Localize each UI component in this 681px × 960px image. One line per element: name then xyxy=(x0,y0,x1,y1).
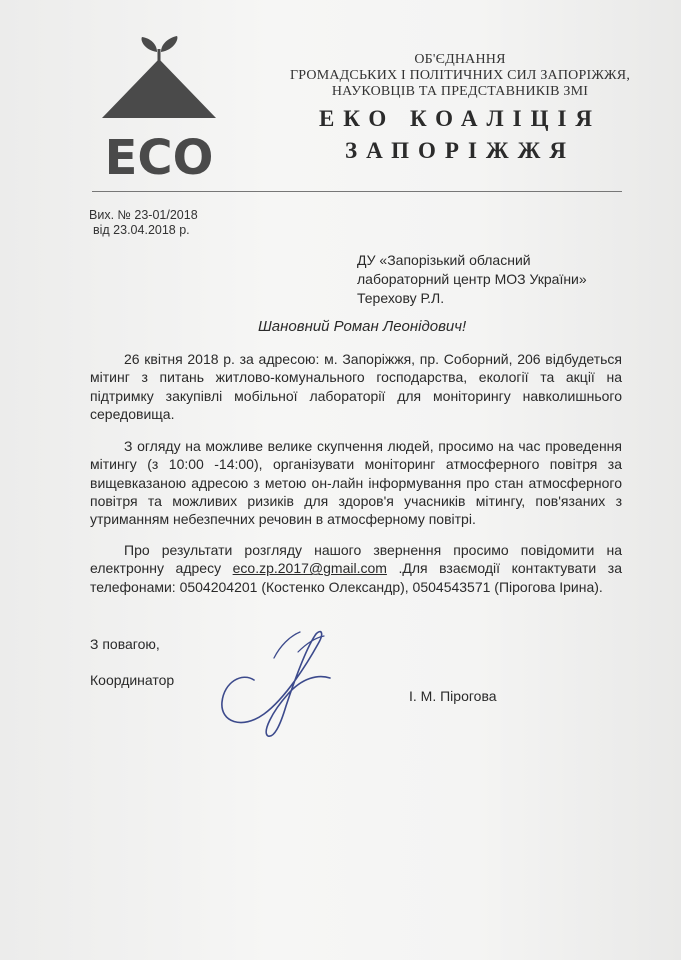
body-paragraph-1 xyxy=(90,350,622,423)
org-line-3: НАУКОВЦІВ ТА ПРЕДСТАВНИКІВ ЗМІ xyxy=(331,84,589,99)
closing-regards: З повагою, xyxy=(90,636,160,652)
signatory-name: І. М. Пірогова xyxy=(409,688,497,704)
body-paragraph-2 xyxy=(90,437,622,528)
logo-text: ECO xyxy=(104,130,214,180)
org-line-1: ОБ'ЄДНАННЯ xyxy=(414,52,506,67)
org-line-2: ГРОМАДСЬКИХ І ПОЛІТИЧНИХ СИЛ ЗАПОРІЖЖЯ, xyxy=(289,68,631,83)
closing-position: Координатор xyxy=(90,672,175,688)
roof-triangle xyxy=(102,59,216,118)
body-paragraph-2-text: З огляду на можливе велике скупчення людей, просимо на час проведення мітингу (з 10:00 -14:00), організувати моніторинг атмосферного повітря за вищевказаною адресою з метою он-лайн інформування про стан атмосферного повітря та можливих ризиків для здоров'я учасників мітингу, пов'язаних з утриманням небезпечних речовин в атмосферному повітрі. xyxy=(90,438,622,528)
eco-logo xyxy=(100,34,218,180)
body-paragraph-1-text: 26 квітня 2018 р. за адресою: м. Запоріжжя, пр. Соборний, 206 відбудеться мітинг з питань житлово-комунального господарства, екології та акції на підтримку закупівлі мобільної лабораторії для моніторингу навколишнього середовища. xyxy=(90,351,622,422)
body-paragraph-3 xyxy=(90,541,622,596)
addressee-line-1: ДУ «Запорізький обласний xyxy=(357,252,531,268)
email-link[interactable]: eco.zp.2017@gmail.com xyxy=(232,560,387,577)
addressee-line-3: Терехову Р.Л. xyxy=(357,290,445,306)
org-title-zaporizhzhia: ЗАПОРІЖЖЯ xyxy=(344,138,576,163)
body-paragraph-3-text-a: Про результати розгляду нашого звернення просимо повідомити на електронну адресу xyxy=(90,542,622,577)
outgoing-date: від 23.04.2018 р. xyxy=(93,223,190,237)
handwritten-signature xyxy=(214,622,344,742)
leaf-left-icon xyxy=(142,37,157,52)
body-paragraph-3-text-b: .Для взаємодії контактувати за телефонами: 0504204201 (Костенко Олександр), 0504543571 (Пірогова Ірина). xyxy=(90,560,622,595)
outgoing-number: Вих. № 23-01/2018 xyxy=(89,208,198,222)
addressee-line-2: лабораторний центр МОЗ України» xyxy=(357,271,587,287)
salutation: Шановний Роман Леонідович! xyxy=(258,318,467,335)
org-title-eko-koalitsiia: ЕКО КОАЛІЦІЯ xyxy=(318,106,602,131)
leaf-right-icon xyxy=(161,36,177,52)
header-divider xyxy=(92,191,622,192)
